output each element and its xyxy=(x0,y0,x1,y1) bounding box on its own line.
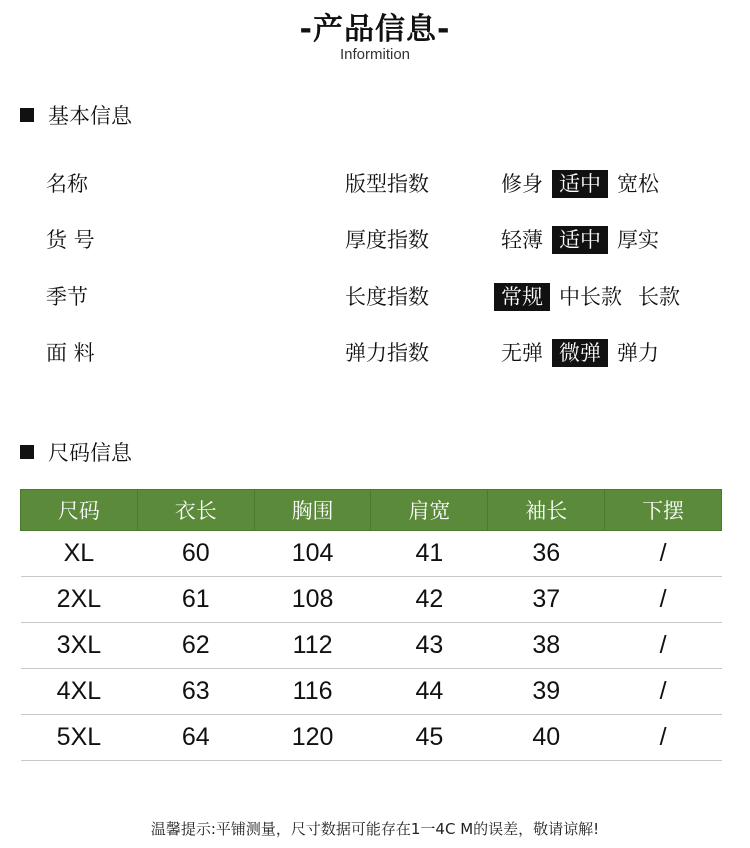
table-cell: 43 xyxy=(371,623,488,669)
basic-info-index-name: 弹力指数 xyxy=(345,341,429,365)
table-cell: 3XL xyxy=(21,623,138,669)
size-column-header: 衣长 xyxy=(137,490,254,531)
basic-info-label: 名称 xyxy=(46,172,88,196)
section-size-heading: 尺码信息 xyxy=(48,441,132,465)
size-column-header: 肩宽 xyxy=(371,490,488,531)
table-cell: 2XL xyxy=(21,577,138,623)
section-basic-heading: 基本信息 xyxy=(48,104,132,128)
table-cell: 108 xyxy=(254,577,371,623)
table-cell: 60 xyxy=(137,531,254,577)
basic-info-options xyxy=(494,281,689,313)
table-cell: 63 xyxy=(137,669,254,715)
basic-info-label: 季节 xyxy=(46,285,88,309)
option: 修身 xyxy=(501,172,543,196)
basic-info-options xyxy=(494,224,668,256)
table-cell: 64 xyxy=(137,715,254,761)
section-basic-info xyxy=(20,100,132,130)
table-cell: 39 xyxy=(488,669,605,715)
table-cell: 5XL xyxy=(21,715,138,761)
table-cell: 62 xyxy=(137,623,254,669)
basic-info-label: 货 号 xyxy=(46,228,95,252)
table-cell: 44 xyxy=(371,669,488,715)
table-cell: 61 xyxy=(137,577,254,623)
page-subtitle: Informition xyxy=(339,46,411,63)
option-selected: 适中 xyxy=(552,226,608,254)
table-row xyxy=(21,531,722,577)
option-selected: 微弹 xyxy=(552,339,608,367)
basic-info-label: 面 料 xyxy=(46,341,95,365)
option: 轻薄 xyxy=(501,228,543,252)
option: 长款 xyxy=(638,285,680,309)
table-cell: 116 xyxy=(254,669,371,715)
basic-info-index-name: 版型指数 xyxy=(345,172,429,196)
table-cell: / xyxy=(605,669,722,715)
size-column-header: 下摆 xyxy=(605,490,722,531)
option-selected: 适中 xyxy=(552,170,608,198)
size-column-header: 尺码 xyxy=(21,490,138,531)
size-column-header: 袖长 xyxy=(488,490,605,531)
size-table xyxy=(20,489,722,761)
table-cell: / xyxy=(605,715,722,761)
size-column-header: 胸围 xyxy=(254,490,371,531)
table-row xyxy=(21,623,722,669)
section-size-info xyxy=(20,437,132,467)
basic-info-row xyxy=(0,224,750,256)
square-bullet-icon xyxy=(20,108,34,122)
table-cell: 120 xyxy=(254,715,371,761)
option: 厚实 xyxy=(617,228,659,252)
table-cell: XL xyxy=(21,531,138,577)
table-cell: 45 xyxy=(371,715,488,761)
size-table-header xyxy=(21,490,722,531)
table-cell: 4XL xyxy=(21,669,138,715)
page-title: -产品信息- xyxy=(299,12,451,47)
basic-info-options xyxy=(494,168,668,200)
option: 宽松 xyxy=(617,172,659,196)
table-cell: / xyxy=(605,577,722,623)
table-row xyxy=(21,577,722,623)
option-selected: 常规 xyxy=(494,283,550,311)
basic-info-row xyxy=(0,168,750,200)
table-cell: 37 xyxy=(488,577,605,623)
table-cell: 36 xyxy=(488,531,605,577)
table-cell: 112 xyxy=(254,623,371,669)
option: 弹力 xyxy=(617,341,659,365)
table-row xyxy=(21,669,722,715)
table-cell: / xyxy=(605,623,722,669)
table-cell: 104 xyxy=(254,531,371,577)
table-cell: 41 xyxy=(371,531,488,577)
basic-info-index-name: 厚度指数 xyxy=(345,228,429,252)
measurement-note: 温馨提示:平铺测量，尺寸数据可能存在1一4C M的误差，敬请谅解! xyxy=(150,820,600,838)
table-cell: 38 xyxy=(488,623,605,669)
table-row xyxy=(21,715,722,761)
option: 中长款 xyxy=(559,285,622,309)
basic-info-index-name: 长度指数 xyxy=(345,285,429,309)
table-cell: 40 xyxy=(488,715,605,761)
basic-info-row xyxy=(0,281,750,313)
basic-info-options xyxy=(494,337,668,369)
square-bullet-icon xyxy=(20,445,34,459)
basic-info-row xyxy=(0,337,750,369)
option: 无弹 xyxy=(501,341,543,365)
table-cell: 42 xyxy=(371,577,488,623)
table-cell: / xyxy=(605,531,722,577)
